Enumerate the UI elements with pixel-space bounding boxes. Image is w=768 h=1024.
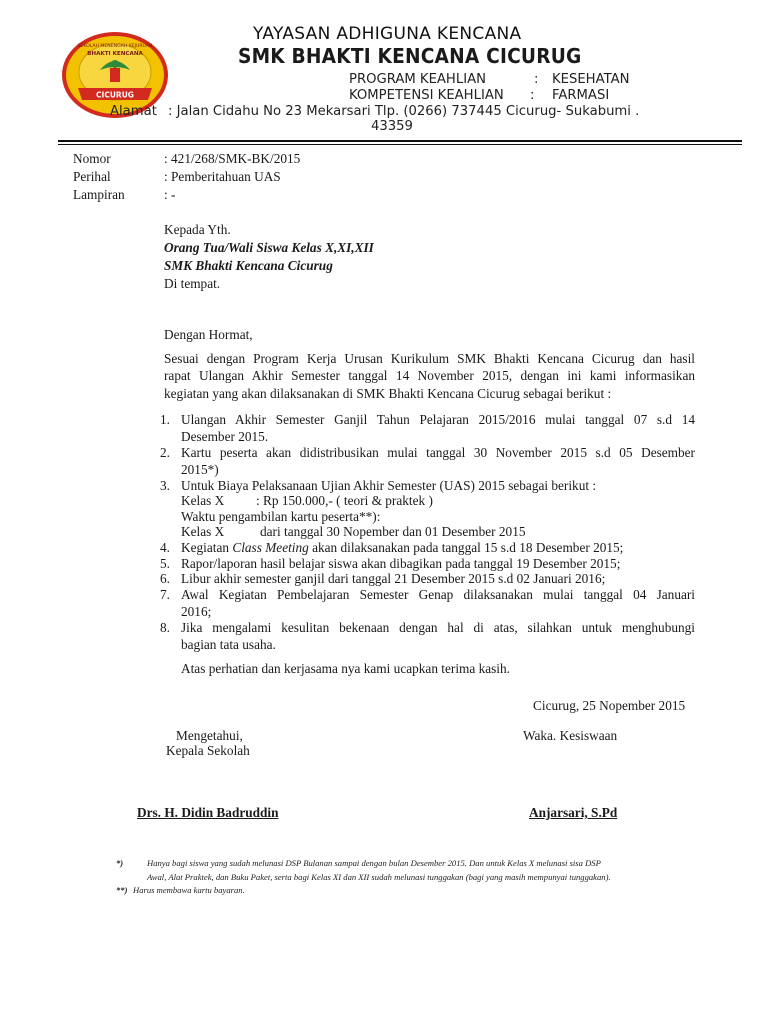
logo-top-text: SEKOLAH MENENGAH KEJURUAN bbox=[77, 44, 153, 49]
letterhead-rule-thin bbox=[58, 144, 742, 145]
item-5-line: Rapor/laporan hasil belajar siswa akan dibagikan pada tanggal 19 Desember 2015; bbox=[181, 556, 621, 571]
item-3-kelas-label: Kelas X bbox=[181, 493, 225, 508]
perihal-label: Perihal bbox=[73, 169, 111, 184]
item-1-line-2: Desember 2015. bbox=[181, 429, 269, 444]
lampiran-value: : - bbox=[164, 187, 176, 202]
footnote-2-line: Harus membawa kartu bayaran. bbox=[133, 885, 245, 895]
recipient-line2: SMK Bhakti Kencana Cicurug bbox=[164, 258, 333, 273]
item-2-line-2: 2015*) bbox=[181, 462, 219, 477]
address-prefix: Alamat bbox=[110, 104, 157, 119]
item-3-kelas2-dates: dari tanggal 30 Nopember dan 01 Desember 2015 bbox=[260, 524, 526, 539]
address-line1: : Jalan Cidahu No 23 Mekarsari Tlp. (0266) 737445 Cicurug- Sukabumi . bbox=[168, 104, 640, 119]
program-value: KESEHATAN bbox=[552, 72, 630, 87]
intro-line-3: kegiatan yang akan dilaksanakan di SMK Bhakti Kencana Cicurug sebagai berikut : bbox=[164, 386, 612, 401]
program-colon: : bbox=[534, 72, 539, 87]
item-number: 6. bbox=[160, 571, 170, 586]
item-7-line-1: Awal Kegiatan Pembelajaran Semester Genap dilaksanakan mulai tanggal 04 Januari bbox=[181, 587, 695, 602]
recipient-kepada: Kepada Yth. bbox=[164, 222, 231, 237]
item-3-kelas2-label: Kelas X bbox=[181, 524, 225, 539]
item-1-line-1: Ulangan Akhir Semester Ganjil Tahun Pelajaran 2015/2016 mulai tanggal 07 s.d 14 bbox=[181, 412, 695, 427]
intro-line-2: rapat Ulangan Akhir Semester tanggal 14 November 2015, dengan ini kami informasikan bbox=[164, 368, 695, 383]
nomor-value: : 421/268/SMK-BK/2015 bbox=[164, 151, 301, 166]
greeting: Dengan Hormat, bbox=[164, 327, 253, 342]
footnote-1-line-1: Hanya bagi siswa yang sudah melunasi DSP Bulanan sampai dengan bulan Desember 2015. Dan untuk Kelas X melunasi sisa DSP bbox=[147, 858, 601, 868]
competence-colon: : bbox=[530, 88, 535, 103]
item-number: 7. bbox=[160, 587, 170, 602]
recipient-place: Di tempat. bbox=[164, 276, 221, 291]
item-number: 4. bbox=[160, 540, 170, 555]
program-label: PROGRAM KEAHLIAN bbox=[349, 72, 486, 87]
logo-ribbon-text: CICURUG bbox=[96, 90, 134, 100]
address-line2: 43359 bbox=[371, 119, 413, 134]
item-number: 8. bbox=[160, 620, 170, 635]
item-number: 2. bbox=[160, 445, 170, 460]
closing-line: Atas perhatian dan kerjasama nya kami ucapkan terima kasih. bbox=[181, 661, 510, 676]
footnote-1-line-2: Awal, Alat Praktek, dan Buku Paket, serta bagi Kelas XI dan XII sudah melunasi tunggakan (bagi yang masih mempunyai tunggakan). bbox=[147, 872, 611, 882]
letter-date: Cicurug, 25 Nopember 2015 bbox=[533, 698, 686, 713]
item-2-line-1: Kartu peserta akan didistribusikan mulai tanggal 30 November 2015 s.d 05 Desember bbox=[181, 445, 695, 460]
item-number: 5. bbox=[160, 556, 170, 571]
item-7-line-2: 2016; bbox=[181, 604, 212, 619]
item-3-waktu: Waktu pengambilan kartu peserta**): bbox=[181, 509, 381, 524]
competence-value: FARMASI bbox=[552, 88, 610, 103]
perihal-value: : Pemberitahuan UAS bbox=[164, 169, 281, 184]
nomor-label: Nomor bbox=[73, 151, 111, 166]
foundation-name: YAYASAN ADHIGUNA KENCANA bbox=[253, 24, 522, 44]
item-4-line: Kegiatan Class Meeting akan dilaksanakan pada tanggal 15 s.d 18 Desember 2015; bbox=[181, 540, 624, 555]
sign-left-title-1: Mengetahui, bbox=[176, 728, 243, 743]
recipient-line1: Orang Tua/Wali Siswa Kelas X,XI,XII bbox=[164, 240, 374, 255]
item-8-line-1: Jika mengalami kesulitan bekenaan dengan hal di atas, silahkan untuk menghubungi bbox=[181, 620, 695, 635]
item-3-line-1: Untuk Biaya Pelaksanaan Ujian Akhir Semester (UAS) 2015 sebagai berikut : bbox=[181, 478, 597, 493]
intro-line-1: Sesuai dengan Program Kerja Urusan Kurikulum SMK Bhakti Kencana Cicurug dan hasil bbox=[164, 351, 695, 366]
signatory-vice: Anjarsari, S.Pd bbox=[529, 805, 618, 820]
item-number: 3. bbox=[160, 478, 170, 493]
sign-left-title-2: Kepala Sekolah bbox=[166, 743, 250, 758]
letterhead-rule-thick bbox=[58, 140, 742, 142]
school-name: SMK BHAKTI KENCANA CICURUG bbox=[238, 44, 582, 68]
footnote-marker-1: *) bbox=[116, 858, 124, 868]
competence-label: KOMPETENSI KEAHLIAN bbox=[349, 88, 504, 103]
footnote-marker-2: **) bbox=[116, 885, 128, 895]
signatory-headmaster: Drs. H. Didin Badruddin bbox=[137, 805, 279, 820]
sign-right-title: Waka. Kesiswaan bbox=[523, 728, 618, 743]
item-6-line: Libur akhir semester ganjil dari tanggal 21 Desember 2015 s.d 02 Januari 2016; bbox=[181, 571, 606, 586]
item-3-kelas-fee: : Rp 150.000,- ( teori & praktek ) bbox=[256, 493, 433, 508]
lampiran-label: Lampiran bbox=[73, 187, 125, 202]
item-8-line-2: bagian tata usaha. bbox=[181, 637, 276, 652]
item-number: 1. bbox=[160, 412, 170, 427]
logo-main-text: BHAKTI KENCANA bbox=[87, 51, 143, 57]
